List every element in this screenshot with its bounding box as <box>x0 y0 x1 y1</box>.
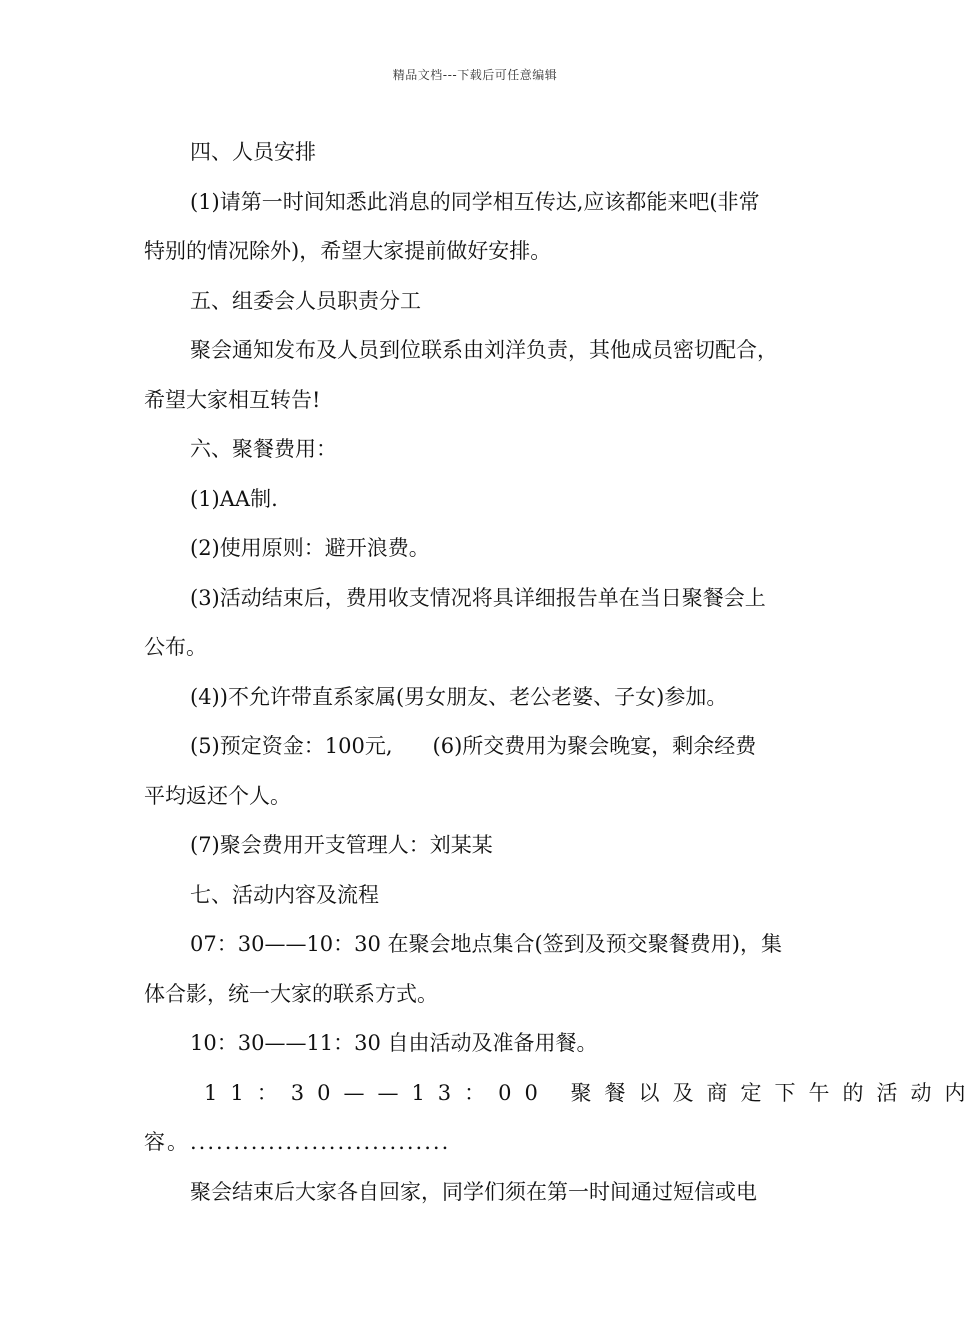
paragraph-line: 公布。 <box>144 635 207 659</box>
paragraph-line: 希望大家相互转告! <box>144 387 321 412</box>
paragraph-line: 平均返还个人。 <box>144 783 291 808</box>
section-heading-personnel: 四、人员安排 <box>190 140 316 164</box>
list-item: (3)活动结束后，费用收支情况将具详细报告单在当日聚餐会上 <box>190 585 766 610</box>
schedule-item: 10：30——11：30 自由活动及准备用餐。 <box>190 1031 598 1055</box>
section-heading-committee: 五、组委会人员职责分工 <box>190 288 421 313</box>
paragraph-line: 体合影，统一大家的联系方式。 <box>144 981 438 1006</box>
page-header: 精品文档---下载后可任意编辑 <box>392 68 558 82</box>
paragraph-line: 聚会通知发布及人员到位联系由刘洋负责，其他成员密切配合， <box>190 338 778 362</box>
paragraph-line: (1)请第一时间知悉此消息的同学相互传达,应该都能来吧(非常 <box>190 189 760 214</box>
list-item: (4))不允许带直系家属(男女朋友、老公老婆、子女)参加。 <box>190 684 728 709</box>
paragraph-line: 特别的情况除外)，希望大家提前做好安排。 <box>144 239 552 263</box>
list-item: (7)聚会费用开支管理人：刘某某 <box>190 833 493 857</box>
document-body <box>144 128 979 1217</box>
schedule-item: 11：30——13：00 聚餐以及商定下午的活动内 <box>204 1080 979 1105</box>
list-item: (5)预定资金：100元, (6)所交费用为聚会晚宴，剩余经费 <box>190 734 757 758</box>
paragraph-line: 容。.............................. <box>144 1130 451 1154</box>
schedule-item: 07：30——10：30 在聚会地点集合(签到及预交聚餐费用)，集 <box>190 932 782 956</box>
section-heading-expenses: 六、聚餐费用： <box>190 437 337 461</box>
paragraph-line: 聚会结束后大家各自回家，同学们须在第一时间通过短信或电 <box>190 1179 757 1204</box>
section-heading-activities: 七、活动内容及流程 <box>190 882 379 907</box>
list-item: (2)使用原则：避开浪费。 <box>190 536 430 560</box>
list-item: (1)AA制. <box>190 486 278 511</box>
